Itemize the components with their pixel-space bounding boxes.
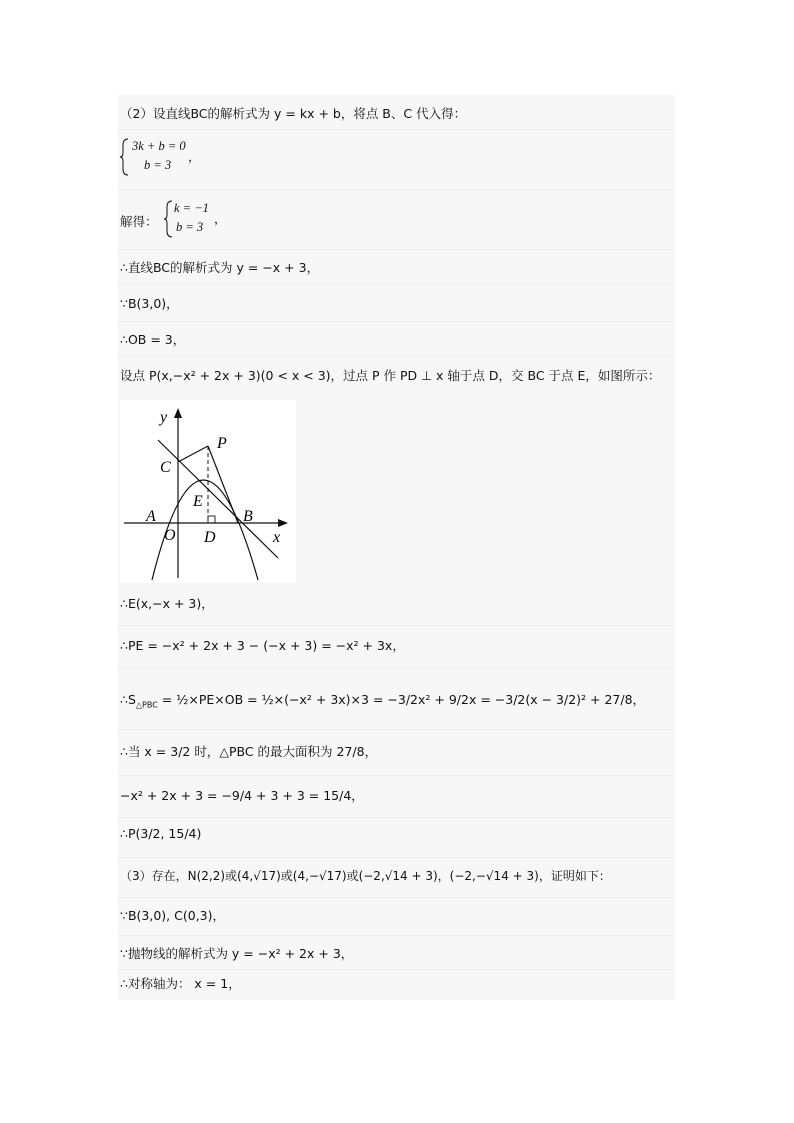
divider (118, 897, 675, 898)
system-1-comma: ， (188, 150, 201, 164)
system-2-comma: ， (214, 212, 227, 226)
solve-label: 解得： (120, 214, 158, 229)
line-compute-y: −x² + 2x + 3 = −9/4 + 3 + 3 = 15/4， (120, 788, 364, 803)
divider (118, 129, 675, 130)
divider (118, 729, 675, 730)
line-setup-bc: （2）设直线BC的解析式为 y = kx + b，将点 B、C 代入得： (120, 106, 467, 121)
line-set-point-p: 设点 P(x,−x² + 2x + 3)(0 < x < 3)，过点 P 作 PD ⊥ x 轴于点 D，交 BC 于点 E，如图所示： (120, 368, 661, 383)
label-o: O (164, 527, 176, 544)
left-brace-icon (164, 199, 174, 239)
system-1-eq-1: 3k + b = 0 (132, 139, 186, 153)
line-bc-expression: ∴直线BC的解析式为 y = −x + 3， (120, 260, 320, 275)
line-point-p: ∴P(3/2, 15/4) (120, 826, 202, 841)
line-pe: ∴PE = −x² + 2x + 3 − (−x + 3) = −x² + 3x， (120, 638, 405, 653)
line-axis-symmetry: ∴对称轴为： x = 1， (120, 976, 241, 991)
divider (118, 857, 675, 858)
divider (118, 355, 675, 356)
label-a: A (146, 508, 156, 525)
divider (118, 935, 675, 936)
label-b: B (243, 508, 253, 525)
divider (118, 667, 675, 668)
divider (118, 969, 675, 970)
line-part-3: （3）存在，N(2,2)或(4,√17)或(4,−√17)或(−2,√14 + 3)，(−2,−√14 + 3)，证明如下： (120, 869, 611, 883)
area-prefix: ∴S (120, 692, 136, 707)
system-1-eq-2: b = 3 (144, 158, 172, 172)
line-point-e: ∴E(x,−x + 3)， (120, 596, 214, 611)
label-e: E (193, 493, 203, 510)
area-body: = ½×PE×OB = ½×(−x² + 3x)×3 = −3/2x² + 9/2x = −3/2(x − 3/2)² + 27/8， (157, 692, 646, 707)
segment-pc (178, 446, 208, 462)
label-d: D (204, 529, 216, 546)
label-c: C (160, 459, 171, 476)
figure-svg (120, 400, 296, 583)
label-x: x (273, 529, 281, 546)
y-axis-arrow-icon (174, 408, 182, 418)
line-bc (158, 440, 281, 558)
line-area-pbc (120, 691, 645, 715)
system-2-eq-1: k = −1 (174, 201, 209, 215)
equation-system-1 (120, 137, 210, 177)
line-parabola: ∵抛物线的解析式为 y = −x² + 2x + 3， (120, 946, 354, 961)
line-ob: ∴OB = 3， (120, 332, 186, 347)
segment-pb (208, 446, 238, 523)
line-max-area: ∴当 x = 3/2 时，△PBC 的最大面积为 27/8， (120, 744, 378, 759)
left-brace-icon (120, 137, 130, 177)
divider (118, 249, 675, 250)
divider (118, 321, 675, 322)
area-subscript: △PBC (135, 700, 158, 710)
label-y: y (160, 409, 168, 426)
parabola-figure (120, 400, 296, 583)
line-points-bc: ∵B(3,0), C(0,3)， (120, 908, 225, 923)
solution-panel (118, 95, 675, 1000)
system-2-eq-2: b = 3 (176, 220, 204, 234)
divider (118, 625, 675, 626)
right-angle-mark (208, 516, 215, 523)
divider (118, 283, 675, 284)
equation-system-2 (164, 199, 244, 239)
divider (118, 817, 675, 818)
line-point-b: ∵B(3,0)， (120, 296, 179, 311)
x-axis-arrow-icon (278, 519, 288, 527)
label-p: P (217, 435, 227, 452)
divider (118, 775, 675, 776)
divider (118, 189, 675, 190)
